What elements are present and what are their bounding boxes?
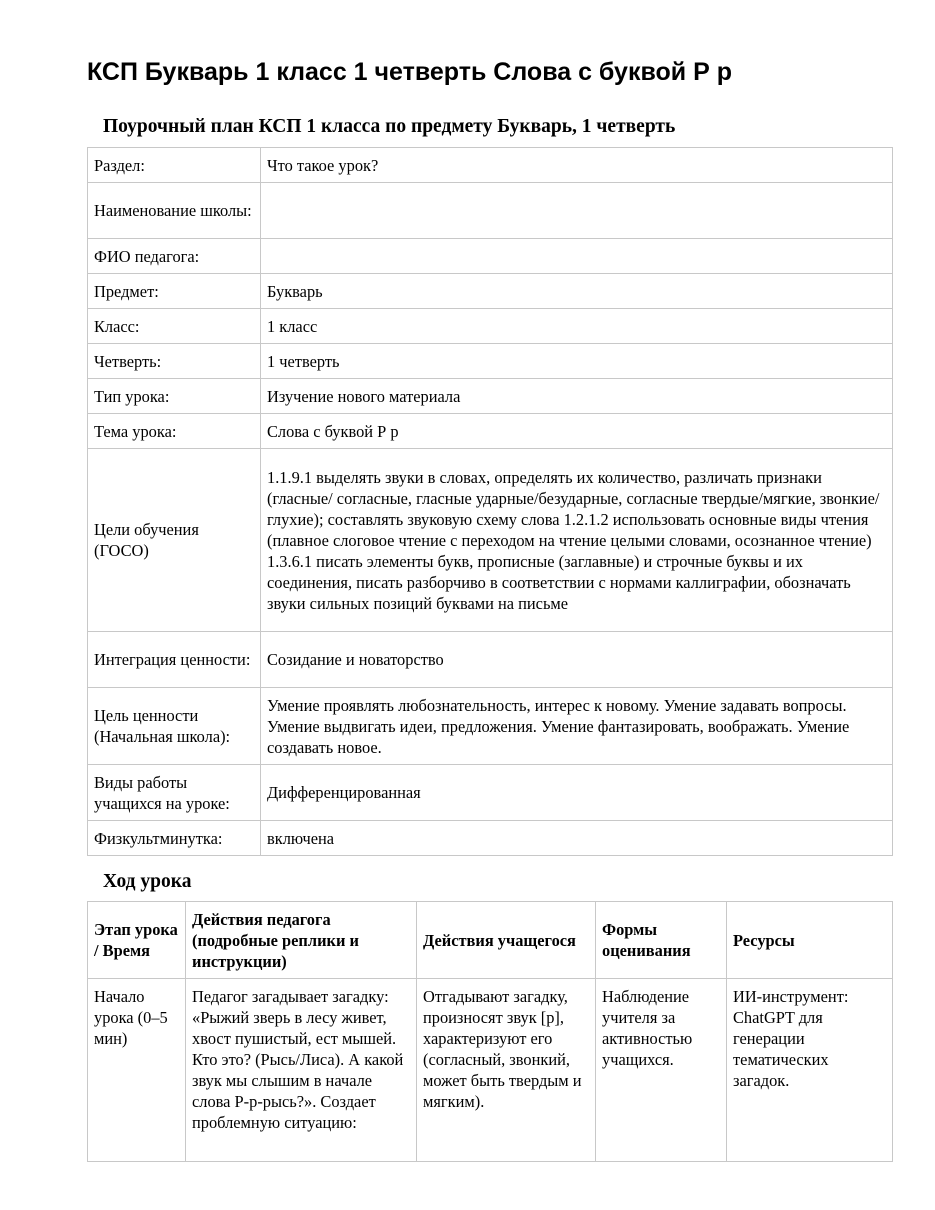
table-row [88,821,893,856]
info-label: Тип урока: [88,379,261,414]
column-header-teacher-actions: Действия педагога (подробные реплики и инструкции) [186,902,417,979]
table-row [88,183,893,239]
lesson-progress-table [87,901,893,1162]
info-value: Букварь [261,274,893,309]
page-title: КСП Букварь 1 класс 1 четверть Слова с буквой Р р [87,58,732,86]
info-label: Цель ценности (Начальная школа): [88,688,261,765]
table-row [88,449,893,632]
student-actions-cell: Отгадывают загадку, произносят звук [р], характеризуют его (согласный, звонкий, может быть твердым и мягким). [417,979,596,1162]
info-value [261,239,893,274]
info-value: 1 класс [261,309,893,344]
info-value: Умение проявлять любознательность, интерес к новому. Умение задавать вопросы. Умение выдвигать идеи, предложения. Умение фантазировать, воображать. Умение создавать новое. [261,688,893,765]
info-value: 1 четверть [261,344,893,379]
info-value [261,183,893,239]
info-label: Предмет: [88,274,261,309]
plan-heading: Поурочный план КСП 1 класса по предмету Букварь, 1 четверть [103,116,676,137]
info-label: Класс: [88,309,261,344]
info-label: Цели обучения (ГОСО) [88,449,261,632]
column-header-resources: Ресурсы [727,902,893,979]
table-row [88,274,893,309]
column-header-stage: Этап урока / Время [88,902,186,979]
table-row [88,309,893,344]
table-header-row [88,902,893,979]
info-value: Дифференцированная [261,765,893,821]
table-row [88,688,893,765]
table-row [88,414,893,449]
table-row [88,765,893,821]
info-label: Интеграция ценности: [88,632,261,688]
column-header-student-actions: Действия учащегося [417,902,596,979]
info-value: Созидание и новаторство [261,632,893,688]
lesson-heading: Ход урока [103,871,192,892]
column-header-assessment: Формы оценивания [596,902,727,979]
info-label: Четверть: [88,344,261,379]
table-row [88,344,893,379]
info-label: Физкультминутка: [88,821,261,856]
info-label: Виды работы учащихся на уроке: [88,765,261,821]
info-label: ФИО педагога: [88,239,261,274]
table-row [88,632,893,688]
table-row [88,148,893,183]
assessment-cell: Наблюдение учителя за активностью учащихся. [596,979,727,1162]
stage-cell: Начало урока (0–5 мин) [88,979,186,1162]
table-row [88,979,893,1162]
info-value: 1.1.9.1 выделять звуки в словах, определять их количество, различать признаки (гласные/ согласные, гласные ударные/безударные, согласные твердые/мягкие, звонкие/глухие); составлять звуковую схему слова 1.2.1.2 использовать основные виды чтения (плавное слоговое чтение с переходом на чтение целыми словами, осознанное чтение) 1.3.6.1 писать элементы букв, прописные (заглавные) и строчные буквы и их соединения, писать разборчиво в соответствии с нормами каллиграфии, обозначать звуки сильных позиций буквами на письме [261,449,893,632]
info-value: Слова с буквой Р р [261,414,893,449]
teacher-actions-cell: Педагог загадывает загадку: «Рыжий зверь в лесу живет, хвост пушистый, ест мышей. Кто это? (Рысь/Лиса). А какой звук мы слышим в начале слова Р-р-рысь?». Создает проблемную ситуацию: [186,979,417,1162]
resources-cell: ИИ-инструмент: ChatGPT для генерации тематических загадок. [727,979,893,1162]
info-label: Тема урока: [88,414,261,449]
lesson-info-table [87,147,893,856]
table-row [88,379,893,414]
table-row [88,239,893,274]
info-label: Раздел: [88,148,261,183]
info-value: включена [261,821,893,856]
info-label: Наименование школы: [88,183,261,239]
info-value: Изучение нового материала [261,379,893,414]
info-value: Что такое урок? [261,148,893,183]
